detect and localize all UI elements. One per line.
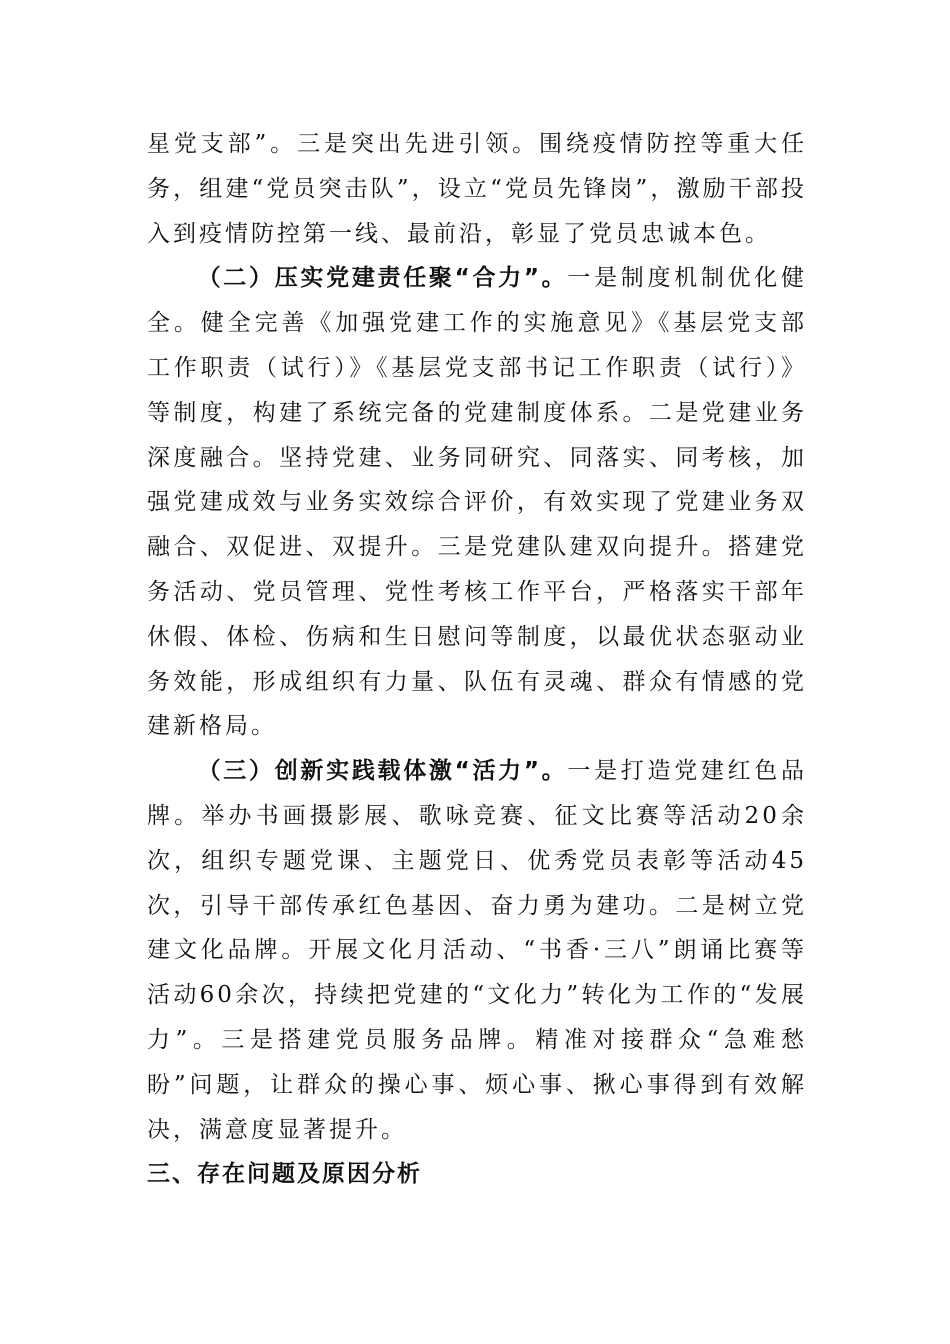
- paragraph-innovation: [147, 749, 807, 1152]
- paragraph-intro: 星党支部”。三是突出先进引领。围绕疫情防控等重大任务，组建“党员突击队”，设立“党员先锋岗”，激励干部投入到疫情防控第一线、最前沿，彰显了党员忠诚本色。: [147, 131, 807, 247]
- paragraph-responsibility-body: 一是制度机制优化健全。健全完善《加强党建工作的实施意见》《基层党支部工作职责（试行）》《基层党支部书记工作职责（试行）》等制度，构建了系统完备的党建制度体系。二是党建业务深度融合。坚持党建、业务同研究、同落实、同考核，加强党建成效与业务实效综合评价，有效实现了党建业务双融合、双促进、双提升。三是党建队建双向提升。搭建党务活动、党员管理、党性考核工作平台，严格落实干部年休假、体检、伤病和生日慰问等制度，以最优状态驱动业务效能，形成组织有力量、队伍有灵魂、群众有情感的党建新格局。: [147, 265, 807, 740]
- subheading-responsibility: （二）压实党建责任聚“合力”。: [197, 265, 568, 292]
- paragraph-innovation-body: 一是打造党建红色品牌。举办书画摄影展、歌咏竞赛、征文比赛等活动20余次，组织专题党课、主题党日、优秀党员表彰等活动45次，引导干部传承红色基因、奋力勇为建功。二是树立党建文化品牌。开展文化月活动、“书香·三八”朗诵比赛等活动60余次，持续把党建的“文化力”转化为工作的“发展力”。三是搭建党员服务品牌。精准对接群众“急难愁盼”问题，让群众的操心事、烦心事、揪心事得到有效解决，满意度显著提升。: [147, 758, 807, 1143]
- document-page: [147, 122, 807, 1197]
- paragraph-responsibility: [147, 256, 807, 749]
- subheading-innovation: （三）创新实践载体激“活力”。: [197, 758, 568, 785]
- section-heading-problems: 三、存在问题及原因分析: [147, 1161, 422, 1188]
